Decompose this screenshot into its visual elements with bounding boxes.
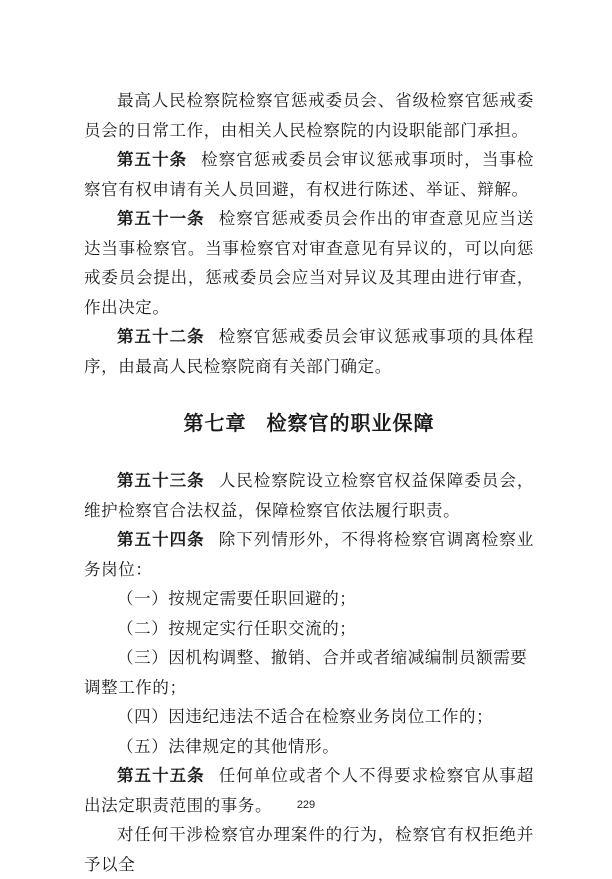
article-54 — [84, 525, 534, 584]
article-text: 人民检察院设立检察官权益保障委员会，维护检察官合法权益，保障检察官依法履行职责。 — [84, 471, 534, 520]
paragraph-commission-duties: 最高人民检察院检察官惩戒委员会、省级检察官惩戒委员会的日常工作，由相关人民检察院的内设职能部门承担。 — [84, 91, 534, 140]
article-text: 检察官惩戒委员会作出的审查意见应当送达当事检察官。当事检察官对审查意见有异议的，可以向惩戒委员会提出，惩戒委员会应当对异议及其理由进行审查，作出决定。 — [84, 209, 534, 317]
article-number: 第五十五条 — [117, 766, 205, 785]
list-item: （四）因违纪违法不适合在检察业务岗位工作的； — [117, 707, 494, 726]
article-number: 第五十二条 — [117, 327, 205, 346]
article-text: 任何单位或者个人不得要求检察官从事超出法定职责范围的事务。 — [84, 766, 534, 815]
list-item: （五）法律规定的其他情形。 — [117, 736, 340, 756]
article-number: 第五十三条 — [117, 471, 205, 490]
article-number: 第五十一条 — [117, 209, 205, 228]
page-number: 229 — [296, 799, 316, 811]
paragraph-interference: 对任何干涉检察官办理案件的行为，检察官有权拒绝并予以全 — [84, 825, 534, 874]
article-number: 第五十四条 — [117, 530, 205, 549]
chapter-number: 第七章 — [183, 411, 247, 435]
article-53 — [84, 466, 534, 525]
list-item: （一）按规定需要任职回避的； — [117, 589, 357, 608]
article-51 — [84, 204, 534, 322]
list-item: （二）按规定实行任职交流的； — [117, 618, 357, 638]
list-item: （三）因机构调整、撤销、合并或者缩减编制员额需要调整工作的； — [84, 648, 528, 697]
chapter-title: 检察官的职业保障 — [266, 411, 435, 435]
article-50 — [84, 145, 534, 204]
article-number: 第五十条 — [117, 150, 188, 169]
article-55 — [84, 761, 534, 820]
article-52 — [84, 322, 534, 381]
article-text: 检察官惩戒委员会审议惩戒事项时，当事检察官有权申请有关人员回避，有权进行陈述、举证、辩解。 — [84, 150, 534, 199]
article-text: 除下列情形外，不得将检察官调离检察业务岗位： — [84, 530, 534, 579]
article-text: 检察官惩戒委员会审议惩戒事项的具体程序，由最高人民检察院商有关部门确定。 — [84, 327, 534, 376]
chapter-heading — [84, 407, 534, 436]
document-body — [84, 86, 534, 879]
